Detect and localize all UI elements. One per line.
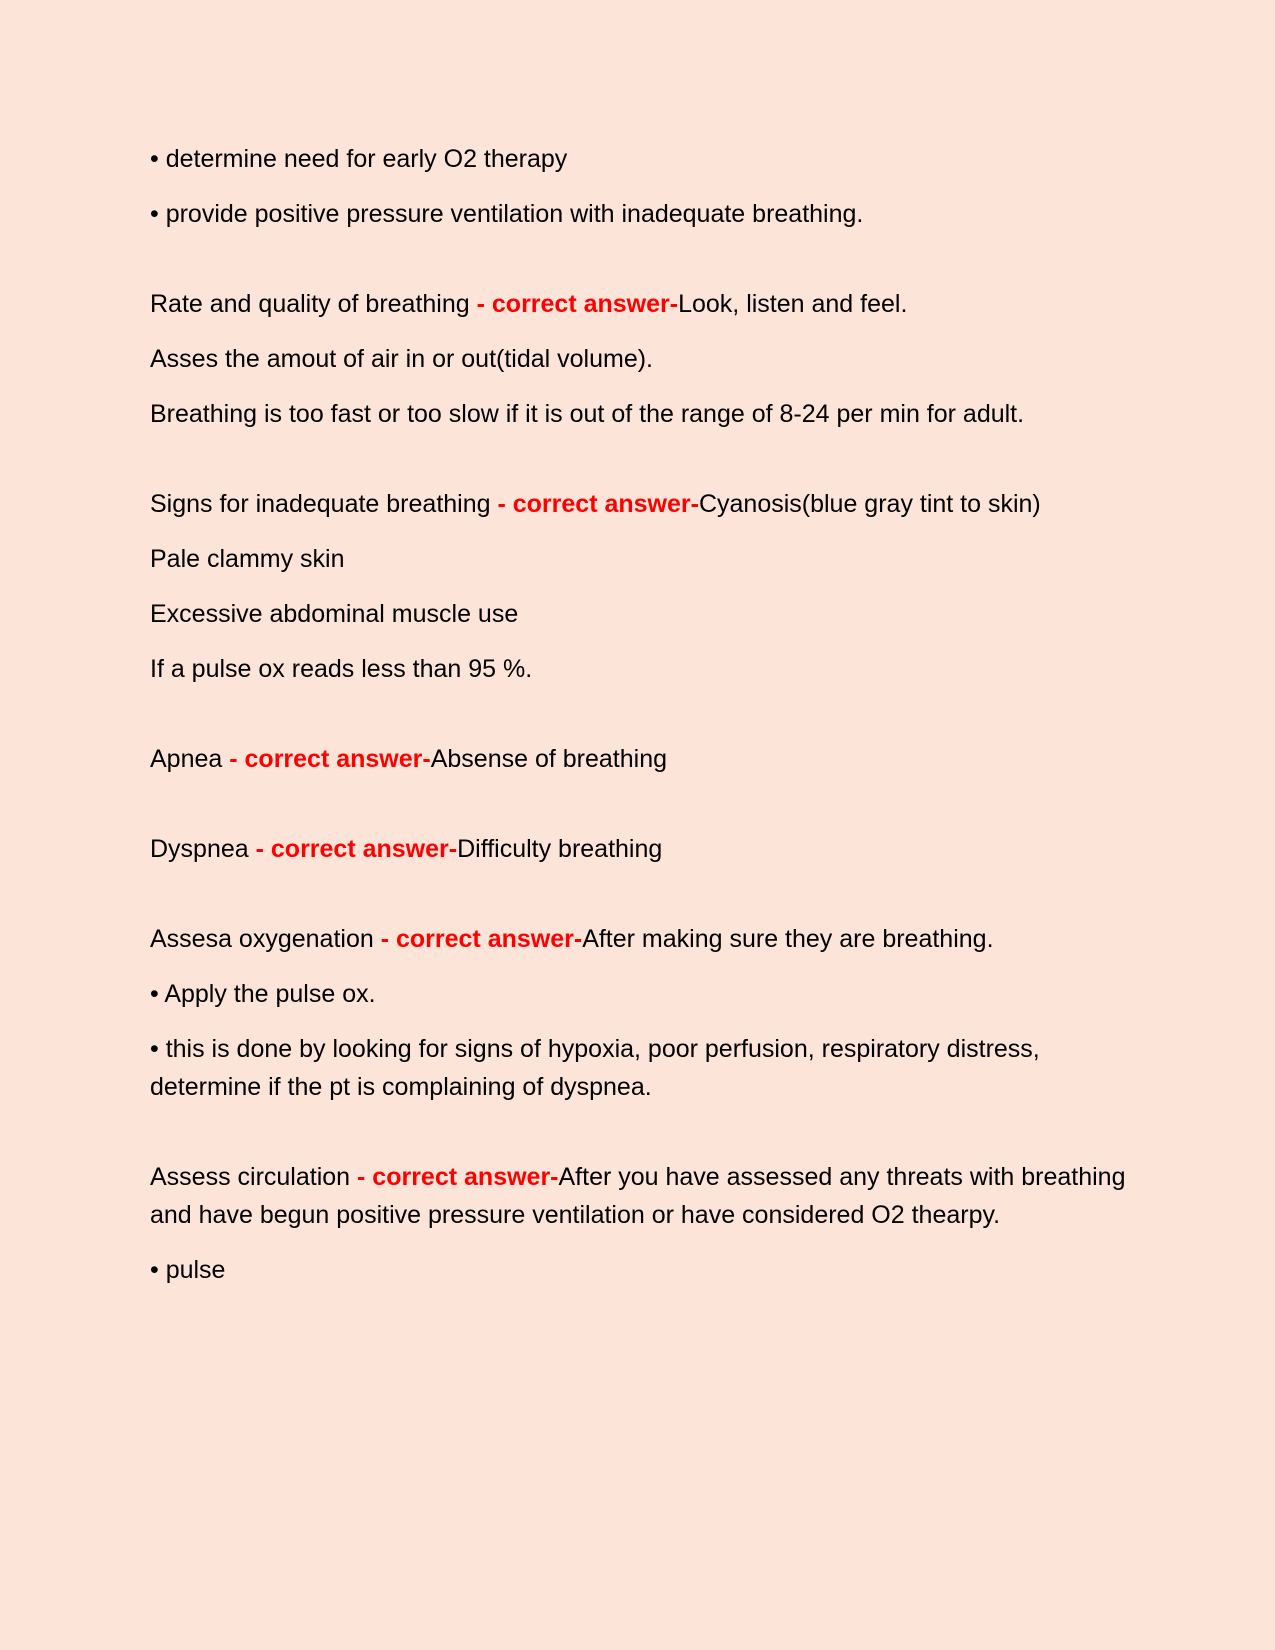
flashcard-term: Dyspnea (150, 835, 249, 863)
flashcard-detail: Excessive abdominal muscle use (150, 600, 519, 628)
document-page (150, 140, 1130, 1306)
flashcard-term: Rate and quality of breathing (150, 290, 470, 318)
intro-bullet: • provide positive pressure ventilation with inadequate breathing. (150, 200, 864, 228)
correct-answer-marker: - correct answer- (476, 290, 679, 318)
flashcard-detail: • pulse (150, 1256, 226, 1284)
flashcard-answer: Cyanosis(blue gray tint to skin) (698, 490, 1041, 518)
flashcard-question (150, 920, 1130, 958)
intro-bullet: • determine need for early O2 therapy (150, 145, 568, 173)
flashcard-question (150, 830, 1130, 868)
flashcard-detail: • this is done by looking for signs of hypoxia, poor perfusion, respiratory distress, determine if the pt is complaining of dyspnea. (150, 1035, 1040, 1101)
correct-answer-marker: - correct answer- (357, 1163, 559, 1191)
flashcard-detail: • Apply the pulse ox. (150, 980, 376, 1008)
flashcard-answer: Difficulty breathing (457, 835, 663, 863)
flashcard-question (150, 740, 1130, 778)
flashcard-term: Assess circulation (150, 1163, 351, 1191)
flashcard-question (150, 485, 1130, 523)
flashcard-term: Signs for inadequate breathing (150, 490, 491, 518)
flashcard-question (150, 1158, 1130, 1234)
flashcard-term: Apnea (150, 745, 223, 773)
correct-answer-marker: - correct answer- (229, 745, 431, 773)
flashcard-answer: After you have assessed any threats with breathing and have begun positive pressure ventilation or have considered O2 thearpy. (150, 1163, 1126, 1229)
flashcard-detail: Asses the amout of air in or out(tidal volume). (150, 345, 654, 373)
flashcard-detail: Breathing is too fast or too slow if it is out of the range of 8-24 per min for adult. (150, 400, 1025, 428)
flashcard-detail: Pale clammy skin (150, 545, 345, 573)
flashcard-answer: Absense of breathing (430, 745, 667, 773)
correct-answer-marker: - correct answer- (255, 835, 458, 863)
flashcard-term: Assesa oxygenation (150, 925, 374, 953)
flashcard-answer: Look, listen and feel. (678, 290, 908, 318)
correct-answer-marker: - correct answer- (497, 490, 699, 518)
flashcard-question (150, 285, 1130, 323)
flashcard-answer: After making sure they are breathing. (582, 925, 994, 953)
correct-answer-marker: - correct answer- (380, 925, 583, 953)
flashcard-detail: If a pulse ox reads less than 95 %. (150, 655, 533, 683)
